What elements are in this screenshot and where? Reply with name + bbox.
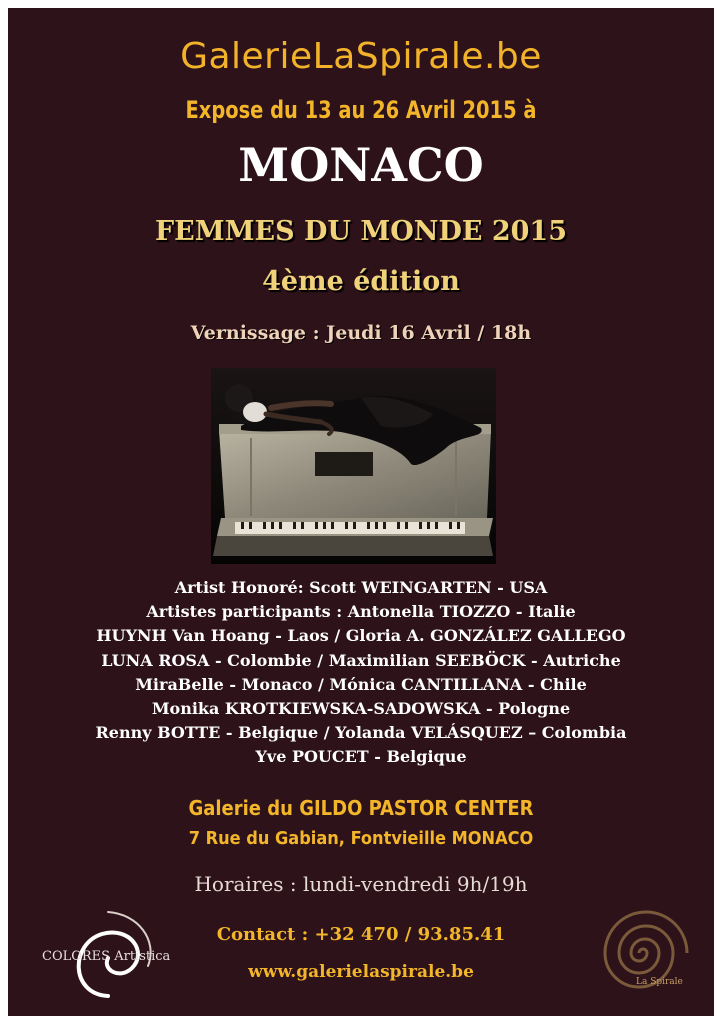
opening-hours: Horaires : lundi-vendredi 9h/19h bbox=[194, 872, 528, 896]
artist-line: Artist Honoré: Scott WEINGARTEN - USA bbox=[174, 578, 548, 597]
poster bbox=[8, 8, 714, 1016]
artwork-image bbox=[211, 368, 496, 564]
artist-line: LUNA ROSA - Colombie / Maximilian SEEBÖCK - Autriche bbox=[101, 650, 621, 670]
vernissage-info: Vernissage : Jeudi 16 Avril / 18h bbox=[190, 322, 532, 344]
city-title: MONACO bbox=[238, 138, 484, 192]
artist-line: MiraBelle - Monaco / Mónica CANTILLANA - Chile bbox=[135, 674, 587, 694]
website-link[interactable]: www.galerielaspirale.be bbox=[248, 962, 474, 982]
artist-line: Yve POUCET - Belgique bbox=[255, 747, 467, 767]
colores-logo bbox=[30, 904, 180, 1004]
svg-text:La Spirale: La Spirale bbox=[636, 977, 683, 987]
artist-line: HUYNH Van Hoang - Laos / Gloria A. GONZÁLEZ GALLEGO bbox=[96, 626, 626, 646]
exposition-dates: Expose du 13 au 26 Avril 2015 à bbox=[185, 96, 537, 124]
event-edition: 4ème édition bbox=[262, 266, 460, 297]
artist-line: Monika KROTKIEWSKA-SADOWSKA - Pologne bbox=[151, 699, 571, 719]
artist-line: Renny BOTTE - Belgique / Yolanda VELÁSQUEZ – Colombia bbox=[95, 723, 627, 743]
contact-phone: Contact : +32 470 / 93.85.41 bbox=[216, 924, 506, 945]
site-title: GalerieLaSpirale.be bbox=[180, 36, 542, 77]
piano-woman-illustration bbox=[211, 368, 496, 564]
artists-list bbox=[8, 576, 714, 770]
spiral-logo-icon bbox=[588, 898, 698, 1008]
swirl-logo-icon bbox=[30, 904, 180, 1004]
venue-name: Galerie du GILDO PASTOR CENTER bbox=[188, 796, 534, 820]
svg-text:COLORES Artística: COLORES Artística bbox=[42, 949, 171, 964]
event-title: FEMMES DU MONDE 2015 bbox=[155, 216, 567, 247]
venue-address: 7 Rue du Gabian, Fontvieille MONACO bbox=[188, 828, 534, 849]
artist-line: Artistes participants : Antonella TIOZZO - Italie bbox=[146, 602, 576, 622]
la-spirale-logo bbox=[588, 898, 698, 1008]
